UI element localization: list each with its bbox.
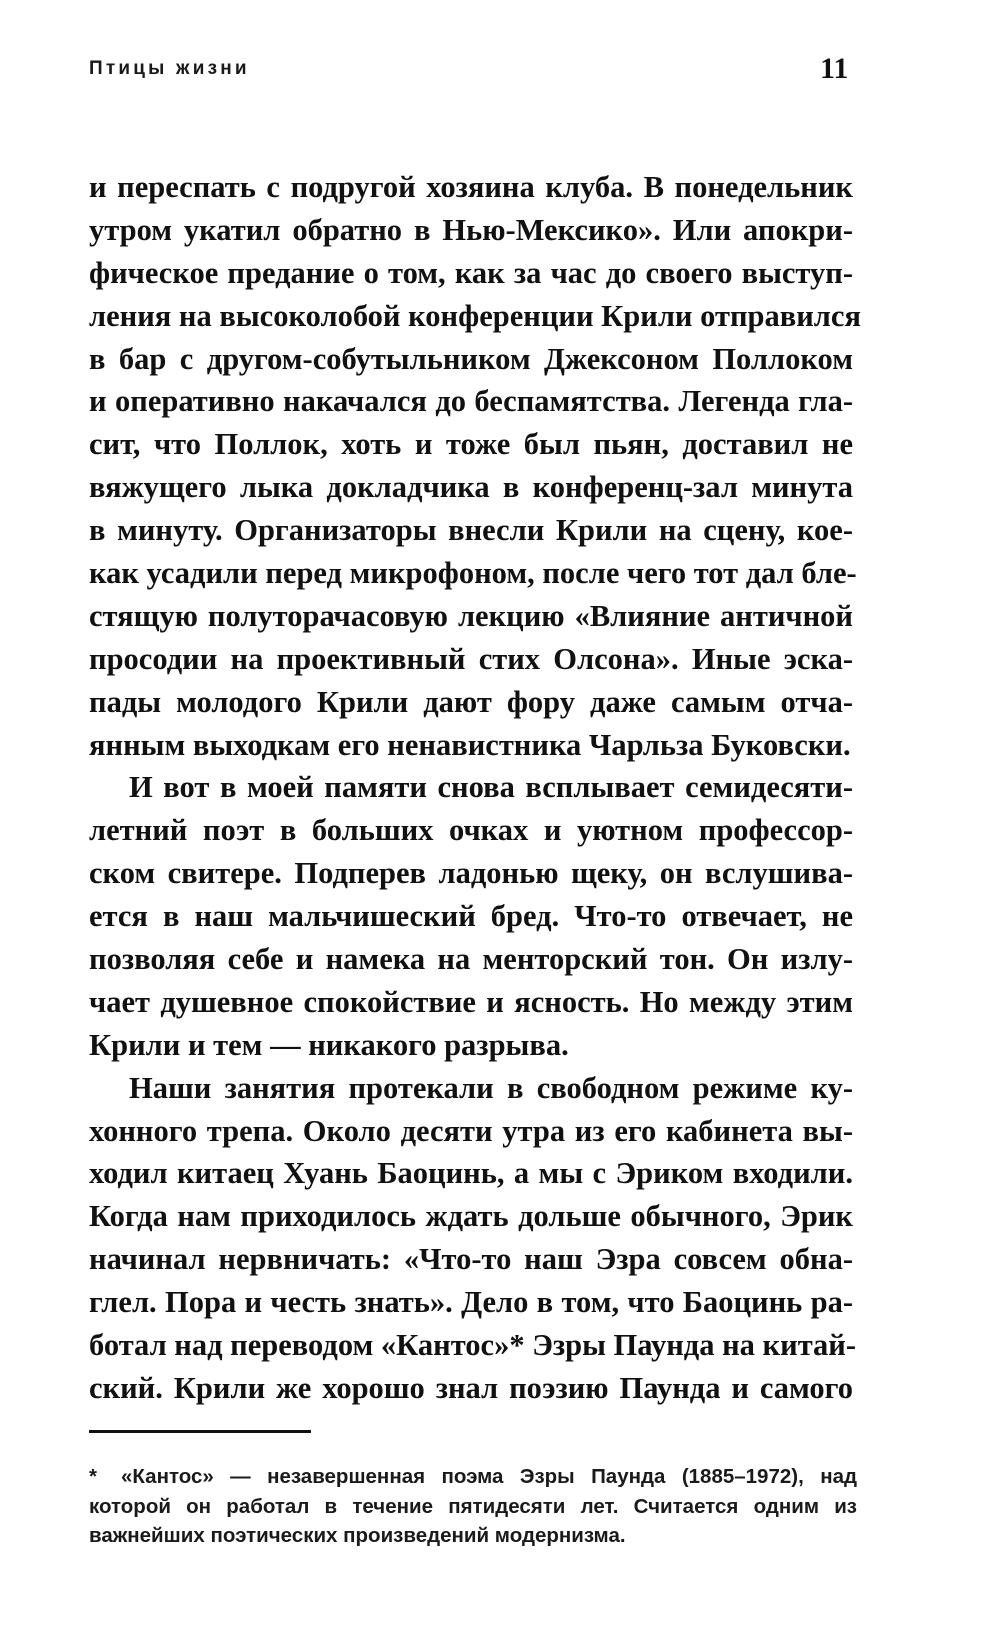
text-line: ходил китаец Хуань Баоцинь, а мы с Эриком входили. xyxy=(89,1156,853,1191)
text-line: янным выходкам его ненавистника Чарльза Буковски. xyxy=(89,727,851,762)
text-line: и оперативно накачался до беспамятства. Легенда гла- xyxy=(89,384,853,419)
text-line: пады молодого Крили дают фору даже самым отча- xyxy=(89,684,853,719)
paragraph-first-line: Наши занятия протекали в свободном режиме ку- xyxy=(129,1070,853,1105)
text-line: в бар с другом-собутыльником Джексоном Поллоком xyxy=(89,341,853,376)
footnote xyxy=(89,1462,857,1551)
footnote-text: «Кантос» — незавершенная поэма Эзры Паунда (1885–1972), над xyxy=(121,1465,857,1488)
text-line: стящую полуторачасовую лекцию «Влияние античной xyxy=(89,598,853,633)
text-line: как усадили перед микрофоном, после чего тот дал бле- xyxy=(89,556,857,591)
text-line: глел. Пора и честь знать». Дело в том, что Баоцинь ра- xyxy=(89,1285,853,1320)
footnote-line: важнейших поэтических произведений модернизма. xyxy=(89,1524,626,1547)
text-line: Крили и тем — никакого разрыва. xyxy=(89,1027,569,1062)
page-number: 11 xyxy=(820,52,849,85)
footnote-line: которой он работал в течение пятидесяти лет. Считается одним из xyxy=(89,1494,857,1518)
text-line: начинал нервничать: «Что-то наш Эзра совсем обна- xyxy=(89,1242,853,1277)
text-line: позволяя себе и намека на менторский тон. Он излу- xyxy=(89,942,853,977)
text-line: утром укатил обратно в Нью-Мексико». Или апокри- xyxy=(89,212,853,247)
text-line: в минуту. Организаторы внесли Крили на сцену, кое- xyxy=(89,513,853,548)
text-line: сит, что Поллок, хоть и тоже был пьян, доставил не xyxy=(89,427,853,462)
footnote-marker: * xyxy=(89,1465,97,1488)
text-line: летний поэт в больших очках и уютном профессор- xyxy=(89,813,853,848)
text-line: Когда нам приходилось ждать дольше обычного, Эрик xyxy=(89,1199,853,1234)
paragraph-first-line: И вот в моей памяти снова всплывает семидесяти- xyxy=(129,770,853,805)
text-line: ления на высоколобой конференции Крили отправился xyxy=(89,298,861,333)
footnote-line xyxy=(89,1462,857,1492)
text-line: чает душевное спокойствие и ясность. Но между этим xyxy=(89,984,853,1019)
text-line: вяжущего лыка докладчика в конференц-зал минута xyxy=(89,470,853,505)
text-line: фическое предание о том, как за час до своего выступ- xyxy=(89,255,853,290)
text-line: ский. Крили же хорошо знал поэзию Паунда и самого xyxy=(89,1370,853,1405)
text-line: просодии на проективный стих Олсона». Иные эска- xyxy=(89,641,853,676)
running-title: Птицы жизни xyxy=(89,58,250,79)
footnote-divider xyxy=(89,1430,311,1433)
text-line: ется в наш мальчишеский бред. Что-то отвечает, не xyxy=(89,899,853,934)
text-line: ботал над переводом «Кантос»* Эзры Паунда на китай- xyxy=(89,1328,857,1363)
text-line: хонного трепа. Около десяти утра из его кабинета вы- xyxy=(89,1113,853,1148)
text-line: и переспать с подругой хозяина клуба. В понедельник xyxy=(89,170,853,204)
body-text xyxy=(89,166,861,1410)
text-line: ском свитере. Подперев ладонью щеку, он вслушива- xyxy=(89,856,853,891)
